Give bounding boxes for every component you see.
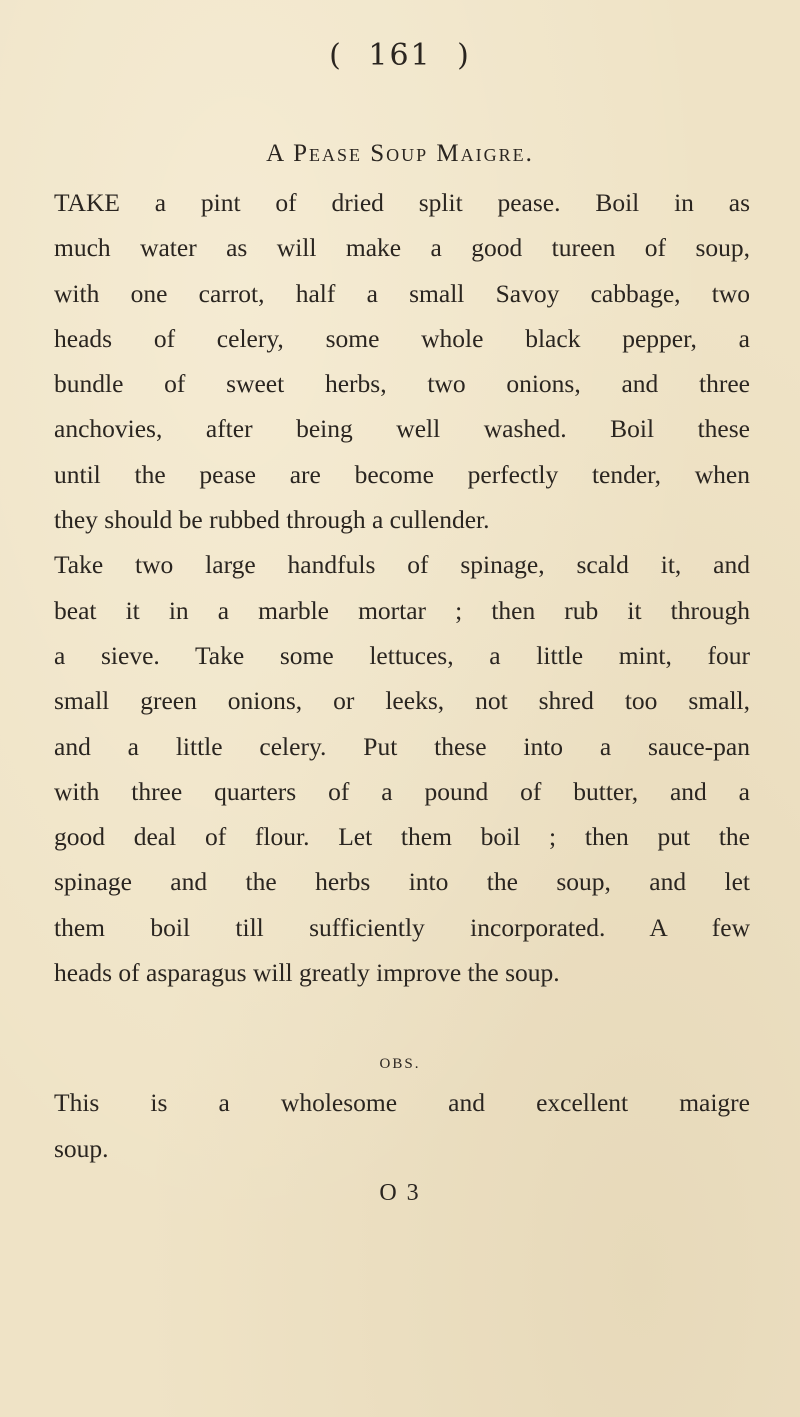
obs-body [54,1080,750,1172]
text-line: with three quarters of a pound of butter, and a [54,776,750,806]
obs-line: This is a wholesome and excellent maigre [54,1088,750,1117]
text-line: with one carrot, half a small Savoy cabbage, two [54,278,750,308]
recipe-title: A Pease Soup Maigre. [266,140,534,167]
obs-heading: OBS. [379,1056,421,1072]
text-line: until the pease are become perfectly tender, when [54,459,750,489]
text-line: heads of celery, some whole black pepper, a [54,323,750,353]
text-line: good deal of flour. Let them boil ; then put the [54,822,750,852]
obs-line: soup. [54,1134,109,1163]
page-number: ( 161 ) [329,38,471,73]
text-line: Take two large handfuls of spinage, scald it, and [54,550,750,580]
signature-mark: O 3 [379,1180,421,1206]
text-line: anchovies, after being well washed. Boil these [54,414,750,444]
recipe-body [54,180,750,995]
text-line: bundle of sweet herbs, two onions, and three [54,369,750,399]
text-line: heads of asparagus will greatly improve the soup. [54,958,560,988]
text-line: they should be rubbed through a cullender. [54,505,490,535]
text-line: a sieve. Take some lettuces, a little mint, four [54,640,750,670]
text-line: much water as will make a good tureen of soup, [54,233,750,263]
text-line: small green onions, or leeks, not shred too small, [54,686,750,716]
text-line: and a little celery. Put these into a sauce-pan [54,731,750,761]
text-line: beat it in a marble mortar ; then rub it through [54,595,750,625]
text-line: them boil till sufficiently incorporated. A few [54,912,750,942]
text-line: TAKE a pint of dried split pease. Boil in as [54,188,750,217]
text-line: spinage and the herbs into the soup, and let [54,867,750,897]
